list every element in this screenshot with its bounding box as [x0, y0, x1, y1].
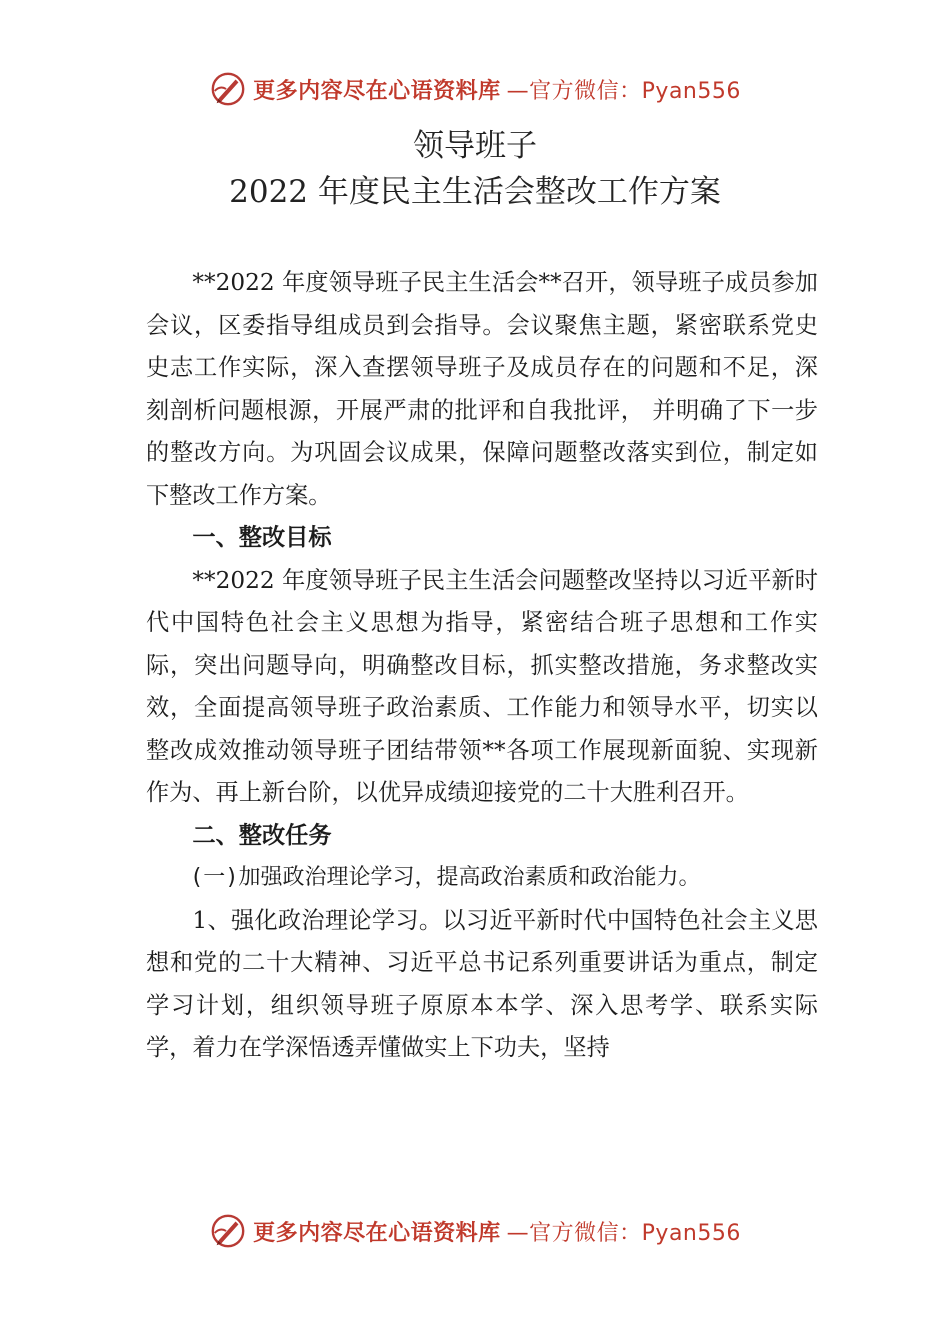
banner-text: 更多内容尽在心语资料库 — [253, 1220, 501, 1246]
document-title-line-1: 领导班子 — [413, 128, 537, 164]
section-heading-tasks: 二、整改任务 — [192, 821, 332, 849]
task-item-1-paragraph: 1、强化政治理论学习。以习近平新时代中国特色社会主义思想和党的二十大精神、习近平总书记系列重要讲话为重点，制定学习计划，组织领导班子原原本本学、深入思考学、联系实际学，着力在学深悟透弄懂做实上下功夫，坚持 — [146, 906, 818, 1061]
goals-paragraph: **2022 年度领导班子民主生活会问题整改坚持以习近平新时代中国特色社会主义思想为指导，紧密结合班子思想和工作实际，突出问题导向，明确整改目标，抓实整改措施，务求整改实效，全面提高领导班子政治素质、工作能力和领导水平，切实以整改成效推动领导班子团结带领**各项工作展现新面貌、实现新作为、再上新台阶，以优异成绩迎接党的二十大胜利召开。 — [146, 566, 818, 806]
banner-contact: —官方微信：Pyan556 — [506, 1220, 741, 1246]
document-body — [146, 262, 818, 1070]
header-watermark-banner — [0, 70, 950, 108]
banner-contact: —官方微信：Pyan556 — [506, 78, 741, 104]
intro-paragraph: **2022 年度领导班子民主生活会**召开，领导班子成员参加会议，区委指导组成员到会指导。会议聚焦主题，紧密联系党史史志工作实际，深入查摆领导班子及成员存在的问题和不足，深刻剖析问题根源，开展严肃的批评和自我批评， 并明确了下一步的整改方向。为巩固会议成果，保障问题整改落实到位，制定如下整改工作方案。 — [146, 269, 818, 509]
document-title-line-2: 2022 年度民主生活会整改工作方案 — [229, 174, 721, 210]
pen-logo-icon — [209, 1212, 247, 1250]
pen-logo-icon — [209, 70, 247, 108]
banner-text: 更多内容尽在心语资料库 — [253, 78, 501, 104]
section-heading-goals: 一、整改目标 — [192, 524, 332, 551]
footer-watermark-banner — [0, 1212, 950, 1250]
subsection-heading-1: (一)加强政治理论学习，提高政治素质和政治能力。 — [190, 865, 701, 890]
